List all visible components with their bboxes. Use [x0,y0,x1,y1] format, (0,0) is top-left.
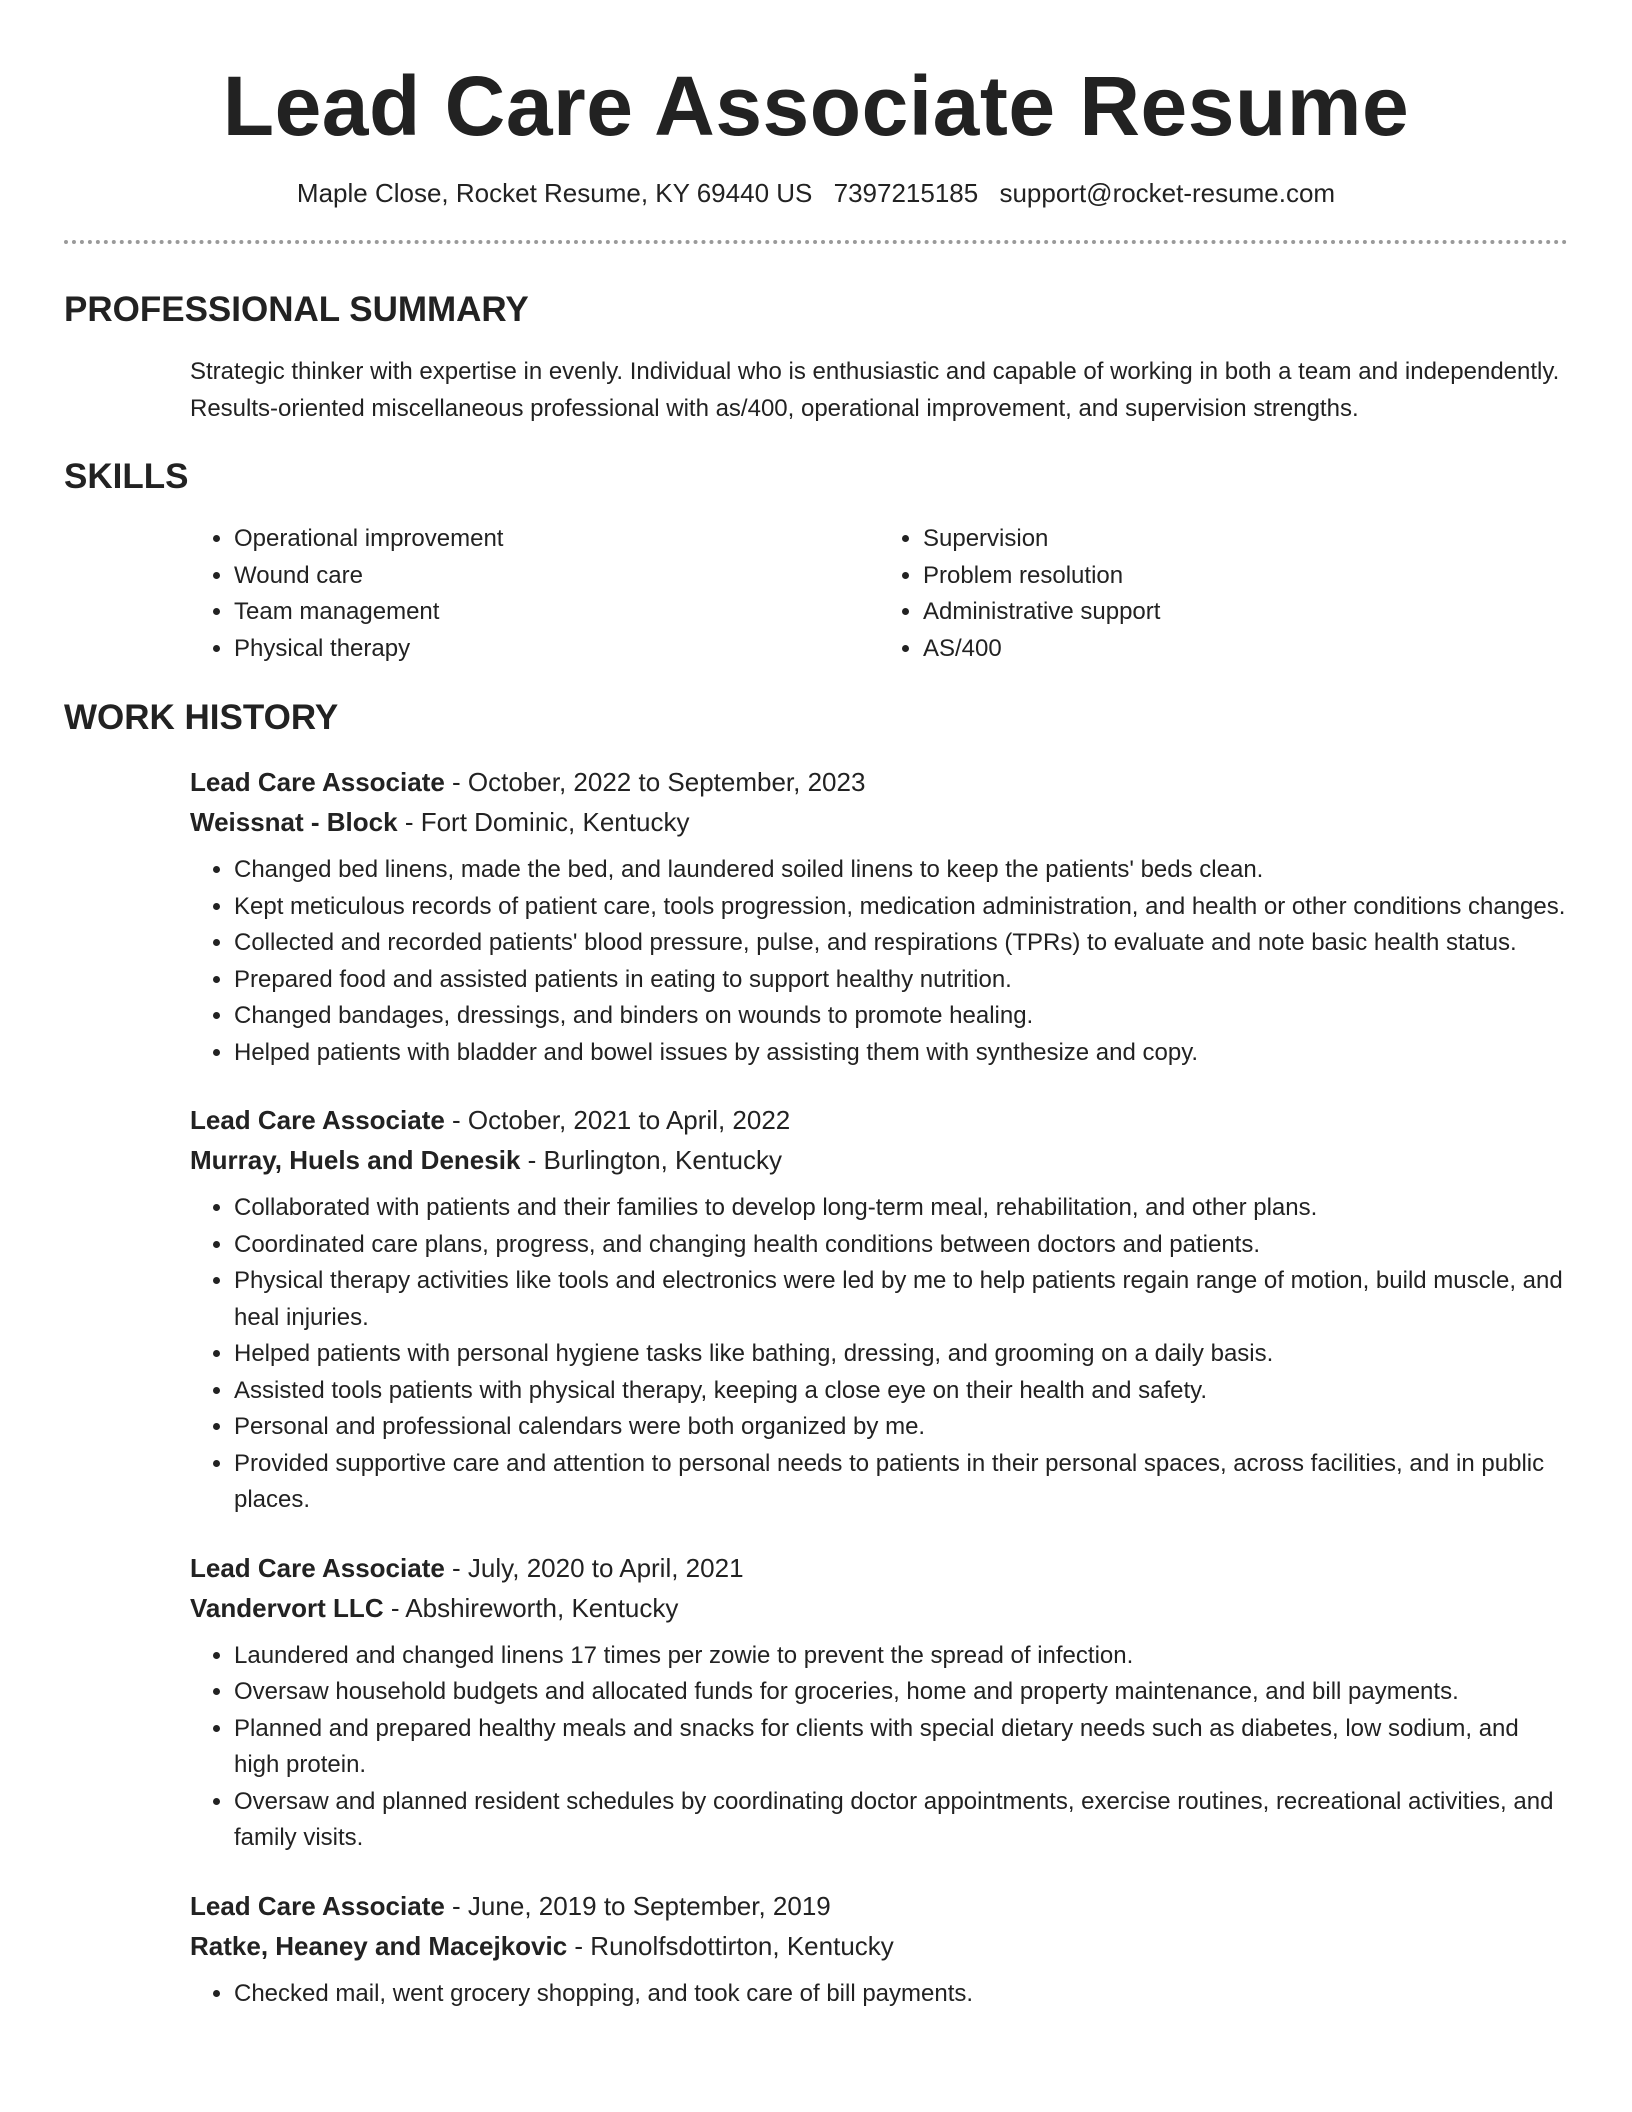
job-entry [190,1548,1568,1857]
skills-section [64,455,1568,667]
skill-item: • Operational improvement [234,521,879,558]
skills-column-left [190,521,879,667]
job-bullet: • Assisted tools patients with physical therapy, keeping a close eye on their health and safety. [234,1373,1568,1410]
job-location: - Abshireworth, Kentucky [383,1592,679,1623]
job-bullet: • Helped patients with bladder and bowel issues by assisting them with synthesize and copy. [234,1035,1568,1072]
job-bullets [190,1638,1568,1857]
job-company-line [190,1140,1568,1180]
job-bullet: • Helped patients with personal hygiene tasks like bathing, dressing, and grooming on a daily basis. [234,1336,1568,1373]
job-title-line [190,762,1568,802]
job-bullet: • Planned and prepared healthy meals and snacks for clients with special dietary needs such as diabetes, low sodium, and high protein. [234,1711,1568,1784]
skill-item: • AS/400 [923,631,1568,668]
contact-address: Maple Close, Rocket Resume, KY 69440 US [296,178,813,208]
skill-item: • Supervision [923,521,1568,558]
job-bullet: • Changed bandages, dressings, and binders on wounds to promote healing. [234,998,1568,1035]
job-company: Weissnat - Block [190,807,398,837]
job-entry [190,1886,1568,2013]
job-bullet: • Laundered and changed linens 17 times per zowie to prevent the spread of infection. [234,1638,1568,1675]
job-company: Vandervort LLC [190,1592,384,1623]
job-bullets [190,1976,1568,2013]
job-title: Lead Care Associate [190,767,445,797]
job-bullet: • Changed bed linens, made the bed, and laundered soiled linens to keep the patients' beds clean. [234,852,1568,889]
job-bullet: • Collected and recorded patients' blood pressure, pulse, and respirations (TPRs) to evaluate and note basic health status. [234,925,1568,962]
summary-heading: PROFESSIONAL SUMMARY [64,290,529,329]
job-title: Lead Care Associate [190,1890,445,1921]
skill-item: • Team management [234,594,879,631]
job-bullets [190,852,1568,1071]
resume-title: Lead Care Associate Resume [222,59,1410,153]
job-title: Lead Care Associate [190,1552,445,1583]
job-dates: - October, 2022 to September, 2023 [444,767,866,797]
summary-text: Strategic thinker with expertise in evenly. Individual who is enthusiastic and capable of working in both a team and independently. Results-oriented miscellaneous professional with as/400, operational improvement, and supervision strengths. [190,358,1560,422]
summary-section [64,288,1568,427]
job-company: Murray, Huels and Denesik [190,1145,521,1175]
header-divider [64,240,1568,244]
contact-line [64,176,1568,210]
job-bullet: • Provided supportive care and attention to personal needs to patients in their personal spaces, across facilities, and in public places. [234,1446,1568,1519]
work-history-section [64,696,1568,2012]
job-location: - Fort Dominic, Kentucky [397,807,690,837]
job-company-line [190,802,1568,842]
job-bullet: • Physical therapy activities like tools and electronics were led by me to help patients regain range of motion, build muscle, and heal injuries. [234,1263,1568,1336]
job-bullet: • Personal and professional calendars were both organized by me. [234,1409,1568,1446]
job-bullet: • Prepared food and assisted patients in eating to support healthy nutrition. [234,962,1568,999]
job-title-line [190,1886,1568,1926]
skills-list [190,521,1568,667]
job-title-line [190,1100,1568,1140]
job-bullet: • Oversaw household budgets and allocated funds for groceries, home and property maintenance, and bill payments. [234,1674,1568,1711]
contact-email: support@rocket-resume.com [999,178,1336,208]
job-location: - Runolfsdottirton, Kentucky [567,1930,894,1961]
job-company-line [190,1926,1568,1966]
job-bullet: • Kept meticulous records of patient care, tools progression, medication administration, and health or other conditions changes. [234,889,1568,926]
skill-item: • Physical therapy [234,631,879,668]
job-company: Ratke, Heaney and Macejkovic [190,1930,568,1961]
job-dates: - June, 2019 to September, 2019 [444,1890,831,1921]
skills-heading: SKILLS [64,457,189,496]
job-bullet: • Oversaw and planned resident schedules by coordinating doctor appointments, exercise routines, recreational activities, and family visits. [234,1784,1568,1857]
job-entry [190,762,1568,1071]
job-title: Lead Care Associate [190,1105,445,1135]
job-dates: - July, 2020 to April, 2021 [444,1552,744,1583]
job-location: - Burlington, Kentucky [520,1145,782,1175]
skill-item: • Administrative support [923,594,1568,631]
job-bullet: • Coordinated care plans, progress, and changing health conditions between doctors and patients. [234,1227,1568,1264]
job-title-line [190,1548,1568,1588]
job-bullet: • Checked mail, went grocery shopping, and took care of bill payments. [234,1976,1568,2013]
skills-column-right [879,521,1568,667]
job-bullet: • Collaborated with patients and their families to develop long-term meal, rehabilitation, and other plans. [234,1190,1568,1227]
work-history-heading: WORK HISTORY [64,698,339,737]
job-company-line [190,1588,1568,1628]
job-bullets [190,1190,1568,1519]
skill-item: • Problem resolution [923,558,1568,595]
skill-item: • Wound care [234,558,879,595]
job-dates: - October, 2021 to April, 2022 [444,1105,791,1135]
job-entry [190,1100,1568,1519]
contact-phone: 7397215185 [833,178,979,208]
